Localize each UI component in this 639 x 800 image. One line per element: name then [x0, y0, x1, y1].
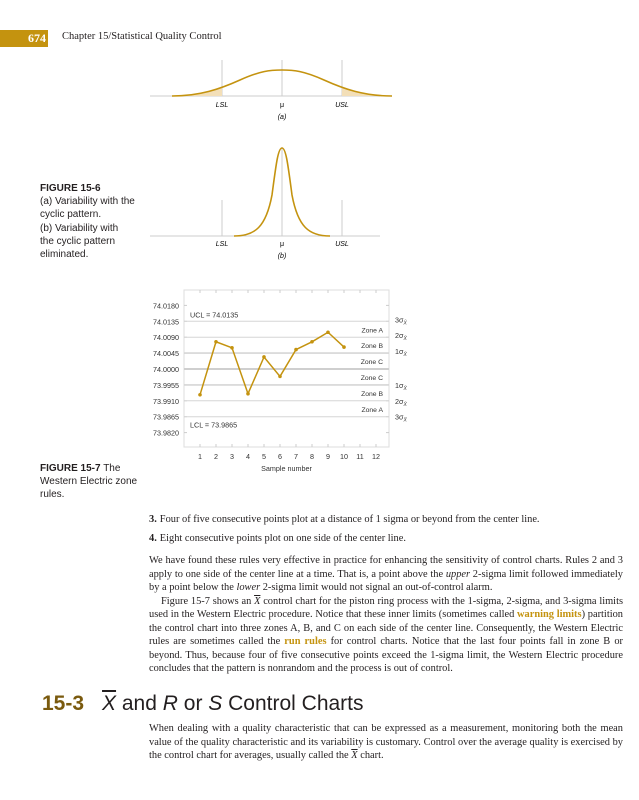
y-tick-label: 73.9820 [153, 428, 179, 438]
caption-text: The Western Electric zone rules. [40, 463, 138, 501]
ucl-label: UCL = 74.0135 [190, 310, 239, 320]
x-tick-label: 3 [230, 452, 234, 461]
rule-number: 3. [149, 514, 157, 525]
panel-a-label: (a) [277, 114, 287, 121]
section-heading: 15-3 $\overline{X}$ and R or S Control Charts [42, 692, 364, 715]
paragraph-2: Figure 15-7 shows an $\overline{X}$ control chart for the piston ring process with the 1-sigma, 2-sigma, and 3-sigma limits used in the Western Electric procedure. Notice that these inner limits (sometimes called warning limits) partition the control chart into three zones A, B, and C on each side of the center line. Consequently, the Western Electric rules are sometimes called the run rules for control charts. Notice that the last four points fall in zone B or beyond. Thus, because four of five consecutive points exceed the 1-sigma limit, the Western Electric procedure concludes that the pattern is nonrandom and the process is out of control. [149, 595, 623, 674]
body-text-upper [149, 513, 623, 676]
data-point [342, 345, 346, 349]
figure-15-7-caption [40, 462, 140, 502]
caption-line: (b) Variability with [40, 222, 119, 234]
panel-b [150, 148, 380, 260]
x-tick-label: 1 [198, 452, 202, 461]
caption-line: cyclic pattern. [40, 209, 102, 221]
lsl-label-a: LSL [215, 102, 229, 109]
sigma-label: $2\sigma_{X̄}$ [395, 331, 407, 343]
caption-title: FIGURE 15-6 [40, 183, 101, 194]
data-point [326, 330, 330, 334]
x-tick-label: 10 [340, 452, 348, 461]
caption-line: (a) Variability with the [40, 196, 135, 208]
paragraph-3: When dealing with a quality characteristic that can be expressed as a measurement, monitoring both the mean value of the quality characteristic and its variability is customary. Control over the average quality is exercised by the control chart for averages, usually called the $\overline{X}$ chart. [149, 723, 623, 761]
zone-label: Zone B [361, 390, 383, 398]
y-tick-label: 74.0000 [153, 365, 179, 374]
zone-label: Zone A [361, 327, 383, 335]
x-tick-label: 4 [246, 452, 250, 461]
mu-label-b: μ [279, 241, 285, 248]
x-tick-label: 5 [262, 452, 266, 461]
zone-label: Zone B [361, 343, 383, 351]
y-tick-label: 74.0180 [153, 301, 179, 311]
caption-title: FIGURE 15-7 [40, 463, 101, 474]
sigma-label: $3\sigma_{X̄}$ [395, 315, 407, 327]
lsl-label-b: LSL [215, 241, 229, 248]
rule-3 [149, 513, 623, 527]
y-tick-label: 74.0135 [153, 317, 179, 327]
x-tick-label: 2 [214, 452, 218, 461]
zone-label: Zone C [360, 359, 383, 367]
data-point [294, 348, 298, 352]
caption-line: the cyclic pattern [40, 235, 116, 247]
panel-b-label: (b) [277, 253, 287, 260]
lcl-label: LCL = 73.9865 [190, 420, 238, 430]
x-tick-label: 6 [278, 452, 282, 461]
rule-4 [149, 532, 623, 546]
data-point [198, 393, 202, 397]
data-point [310, 340, 314, 344]
x-axis-label: Sample number [261, 464, 312, 473]
figure-15-6 [140, 55, 400, 270]
sigma-label: $3\sigma_{X̄}$ [395, 412, 407, 424]
rule-text: Four of five consecutive points plot at a distance of 1 sigma or beyond from the center line. [159, 514, 540, 525]
y-tick-label: 74.0045 [153, 349, 179, 359]
data-point [278, 375, 282, 379]
zone-label: Zone C [360, 374, 383, 382]
y-tick-label: 74.0090 [153, 333, 179, 343]
caption-line: eliminated. [40, 249, 89, 261]
usl-label-a: USL [335, 102, 349, 109]
usl-label-b: USL [335, 241, 349, 248]
sigma-label: $1\sigma_{X̄}$ [395, 380, 407, 392]
rule-text: Eight consecutive points plot on one side of the center line. [159, 532, 406, 544]
mu-label-a: μ [279, 102, 285, 109]
section-number: 15-3 [42, 692, 85, 715]
data-point [230, 346, 234, 350]
page-number: 674 [0, 30, 48, 47]
rule-number: 4. [149, 532, 157, 544]
paragraph-1: We have found these rules very effective in practice for enhancing the sensitivity of control charts. Rules 2 and 3 apply to one side of the center line at a time. That is, a point above the upper 2-sigma limit followed immediately by a point below the lower 2-sigma limit would not signal an out-of-control alarm. [149, 555, 623, 593]
panel-a [150, 60, 392, 121]
sigma-label: $1\sigma_{X̄}$ [395, 347, 407, 359]
body-text-lower [149, 722, 623, 763]
figure-15-6-caption [40, 182, 150, 261]
term-warning-limits: warning limits [517, 609, 582, 620]
x-tick-label: 12 [372, 452, 380, 461]
data-point [246, 392, 250, 396]
y-tick-label: 73.9910 [153, 396, 179, 406]
y-tick-label: 73.9955 [153, 380, 179, 390]
data-point [262, 355, 266, 359]
x-tick-label: 11 [356, 452, 364, 461]
running-header: Chapter 15/Statistical Quality Control [62, 31, 222, 42]
y-tick-label: 73.9865 [153, 412, 179, 422]
control-chart [140, 285, 430, 475]
x-tick-label: 7 [294, 452, 298, 461]
sigma-label: $2\sigma_{X̄}$ [395, 396, 407, 408]
x-tick-label: 9 [326, 452, 330, 461]
term-run-rules: run rules [284, 636, 327, 647]
data-point [214, 340, 218, 344]
x-tick-label: 8 [310, 452, 314, 461]
zone-label: Zone A [361, 406, 383, 414]
